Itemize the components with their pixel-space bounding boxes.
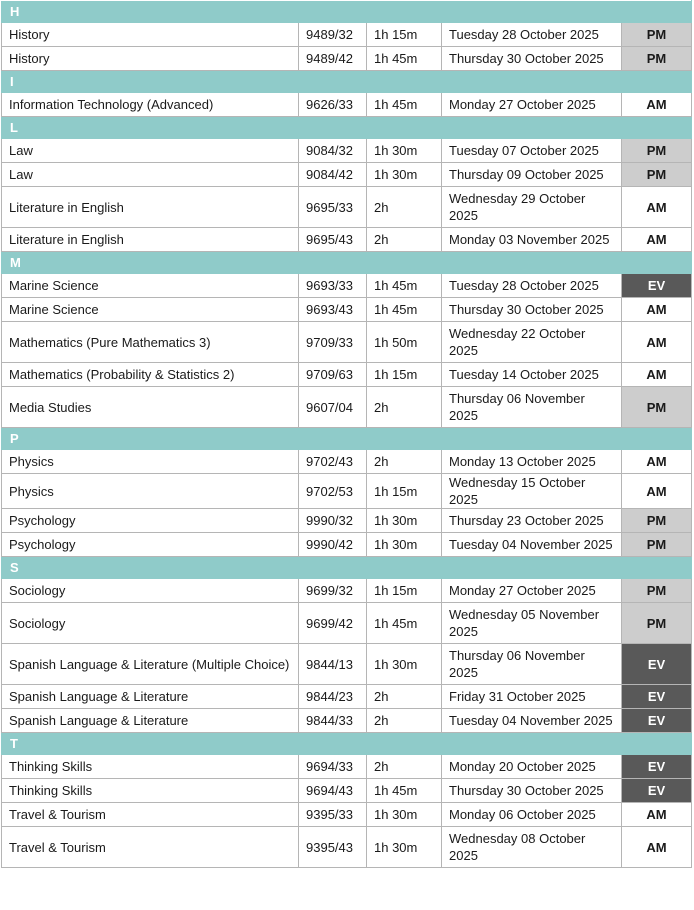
date-cell: Wednesday 08 October 2025 xyxy=(442,827,622,868)
component-code-cell: 9084/32 xyxy=(299,139,367,163)
letter-heading: S xyxy=(2,557,692,579)
session-cell: AM xyxy=(622,827,692,868)
component-code-cell: 9693/33 xyxy=(299,274,367,298)
table-row xyxy=(2,579,692,603)
component-code-cell: 9395/43 xyxy=(299,827,367,868)
component-code-cell: 9699/42 xyxy=(299,603,367,644)
table-row xyxy=(2,827,692,868)
component-code-cell: 9489/42 xyxy=(299,47,367,71)
duration-cell: 1h 15m xyxy=(367,23,442,47)
duration-cell: 1h 15m xyxy=(367,474,442,509)
timetable-body xyxy=(2,1,692,868)
table-row xyxy=(2,93,692,117)
date-cell: Wednesday 29 October 2025 xyxy=(442,187,622,228)
subject-cell: History xyxy=(2,23,299,47)
subject-cell: Marine Science xyxy=(2,298,299,322)
letter-heading: M xyxy=(2,252,692,274)
subject-cell: Information Technology (Advanced) xyxy=(2,93,299,117)
duration-cell: 1h 30m xyxy=(367,509,442,533)
component-code-cell: 9702/43 xyxy=(299,450,367,474)
subject-cell: Travel & Tourism xyxy=(2,827,299,868)
timetable-table xyxy=(1,0,692,868)
session-cell: AM xyxy=(622,363,692,387)
duration-cell: 2h xyxy=(367,387,442,428)
subject-cell: Literature in English xyxy=(2,228,299,252)
table-row xyxy=(2,755,692,779)
table-row xyxy=(2,298,692,322)
duration-cell: 1h 45m xyxy=(367,93,442,117)
component-code-cell: 9990/42 xyxy=(299,533,367,557)
table-row xyxy=(2,644,692,685)
date-cell: Thursday 30 October 2025 xyxy=(442,779,622,803)
date-cell: Thursday 06 November 2025 xyxy=(442,387,622,428)
session-cell: PM xyxy=(622,47,692,71)
date-cell: Tuesday 07 October 2025 xyxy=(442,139,622,163)
table-row xyxy=(2,228,692,252)
table-row xyxy=(2,474,692,509)
session-cell: EV xyxy=(622,685,692,709)
table-row xyxy=(2,709,692,733)
component-code-cell: 9626/33 xyxy=(299,93,367,117)
table-row xyxy=(2,23,692,47)
letter-header-row xyxy=(2,252,692,274)
session-cell: EV xyxy=(622,779,692,803)
date-cell: Tuesday 14 October 2025 xyxy=(442,363,622,387)
session-cell: AM xyxy=(622,187,692,228)
date-cell: Tuesday 28 October 2025 xyxy=(442,274,622,298)
component-code-cell: 9084/42 xyxy=(299,163,367,187)
table-row xyxy=(2,322,692,363)
component-code-cell: 9693/43 xyxy=(299,298,367,322)
duration-cell: 1h 30m xyxy=(367,803,442,827)
duration-cell: 1h 30m xyxy=(367,163,442,187)
letter-heading: P xyxy=(2,428,692,450)
subject-cell: Spanish Language & Literature xyxy=(2,685,299,709)
date-cell: Monday 13 October 2025 xyxy=(442,450,622,474)
component-code-cell: 9844/23 xyxy=(299,685,367,709)
duration-cell: 1h 45m xyxy=(367,603,442,644)
component-code-cell: 9694/43 xyxy=(299,779,367,803)
duration-cell: 1h 30m xyxy=(367,827,442,868)
subject-cell: Travel & Tourism xyxy=(2,803,299,827)
letter-header-row xyxy=(2,1,692,23)
session-cell: AM xyxy=(622,322,692,363)
table-row xyxy=(2,685,692,709)
session-cell: PM xyxy=(622,163,692,187)
session-cell: AM xyxy=(622,93,692,117)
session-cell: AM xyxy=(622,474,692,509)
component-code-cell: 9709/63 xyxy=(299,363,367,387)
subject-cell: History xyxy=(2,47,299,71)
component-code-cell: 9694/33 xyxy=(299,755,367,779)
duration-cell: 2h xyxy=(367,228,442,252)
table-row xyxy=(2,47,692,71)
date-cell: Monday 27 October 2025 xyxy=(442,93,622,117)
component-code-cell: 9844/13 xyxy=(299,644,367,685)
session-cell: AM xyxy=(622,228,692,252)
exam-timetable xyxy=(1,0,691,868)
session-cell: EV xyxy=(622,755,692,779)
date-cell: Monday 03 November 2025 xyxy=(442,228,622,252)
duration-cell: 1h 30m xyxy=(367,139,442,163)
duration-cell: 1h 45m xyxy=(367,47,442,71)
duration-cell: 2h xyxy=(367,450,442,474)
subject-cell: Spanish Language & Literature xyxy=(2,709,299,733)
subject-cell: Sociology xyxy=(2,579,299,603)
component-code-cell: 9699/32 xyxy=(299,579,367,603)
letter-header-row xyxy=(2,117,692,139)
subject-cell: Thinking Skills xyxy=(2,779,299,803)
date-cell: Friday 31 October 2025 xyxy=(442,685,622,709)
duration-cell: 1h 45m xyxy=(367,298,442,322)
date-cell: Monday 06 October 2025 xyxy=(442,803,622,827)
duration-cell: 1h 30m xyxy=(367,533,442,557)
letter-heading: L xyxy=(2,117,692,139)
table-row xyxy=(2,533,692,557)
letter-header-row xyxy=(2,557,692,579)
subject-cell: Mathematics (Pure Mathematics 3) xyxy=(2,322,299,363)
table-row xyxy=(2,274,692,298)
session-cell: AM xyxy=(622,803,692,827)
component-code-cell: 9489/32 xyxy=(299,23,367,47)
duration-cell: 1h 15m xyxy=(367,363,442,387)
date-cell: Thursday 30 October 2025 xyxy=(442,298,622,322)
duration-cell: 1h 30m xyxy=(367,644,442,685)
letter-header-row xyxy=(2,428,692,450)
subject-cell: Physics xyxy=(2,450,299,474)
component-code-cell: 9709/33 xyxy=(299,322,367,363)
component-code-cell: 9607/04 xyxy=(299,387,367,428)
session-cell: PM xyxy=(622,139,692,163)
component-code-cell: 9990/32 xyxy=(299,509,367,533)
table-row xyxy=(2,450,692,474)
subject-cell: Literature in English xyxy=(2,187,299,228)
session-cell: PM xyxy=(622,603,692,644)
table-row xyxy=(2,363,692,387)
subject-cell: Media Studies xyxy=(2,387,299,428)
session-cell: AM xyxy=(622,450,692,474)
duration-cell: 2h xyxy=(367,187,442,228)
table-row xyxy=(2,779,692,803)
component-code-cell: 9702/53 xyxy=(299,474,367,509)
letter-heading: H xyxy=(2,1,692,23)
date-cell: Tuesday 04 November 2025 xyxy=(442,533,622,557)
table-row xyxy=(2,187,692,228)
table-row xyxy=(2,509,692,533)
session-cell: EV xyxy=(622,709,692,733)
subject-cell: Psychology xyxy=(2,533,299,557)
letter-heading: T xyxy=(2,733,692,755)
session-cell: AM xyxy=(622,298,692,322)
date-cell: Wednesday 22 October 2025 xyxy=(442,322,622,363)
duration-cell: 2h xyxy=(367,755,442,779)
duration-cell: 1h 45m xyxy=(367,274,442,298)
session-cell: PM xyxy=(622,23,692,47)
table-row xyxy=(2,139,692,163)
duration-cell: 2h xyxy=(367,709,442,733)
letter-header-row xyxy=(2,71,692,93)
subject-cell: Law xyxy=(2,139,299,163)
date-cell: Tuesday 04 November 2025 xyxy=(442,709,622,733)
table-row xyxy=(2,163,692,187)
date-cell: Tuesday 28 October 2025 xyxy=(442,23,622,47)
date-cell: Thursday 06 November 2025 xyxy=(442,644,622,685)
subject-cell: Thinking Skills xyxy=(2,755,299,779)
table-row xyxy=(2,603,692,644)
table-row xyxy=(2,803,692,827)
letter-header-row xyxy=(2,733,692,755)
component-code-cell: 9395/33 xyxy=(299,803,367,827)
session-cell: PM xyxy=(622,579,692,603)
session-cell: EV xyxy=(622,644,692,685)
subject-cell: Spanish Language & Literature (Multiple Choice) xyxy=(2,644,299,685)
date-cell: Monday 20 October 2025 xyxy=(442,755,622,779)
subject-cell: Sociology xyxy=(2,603,299,644)
component-code-cell: 9695/43 xyxy=(299,228,367,252)
subject-cell: Marine Science xyxy=(2,274,299,298)
date-cell: Thursday 09 October 2025 xyxy=(442,163,622,187)
date-cell: Wednesday 15 October 2025 xyxy=(442,474,622,509)
date-cell: Monday 27 October 2025 xyxy=(442,579,622,603)
subject-cell: Psychology xyxy=(2,509,299,533)
component-code-cell: 9695/33 xyxy=(299,187,367,228)
duration-cell: 1h 15m xyxy=(367,579,442,603)
session-cell: PM xyxy=(622,533,692,557)
duration-cell: 1h 50m xyxy=(367,322,442,363)
duration-cell: 2h xyxy=(367,685,442,709)
duration-cell: 1h 45m xyxy=(367,779,442,803)
date-cell: Thursday 23 October 2025 xyxy=(442,509,622,533)
session-cell: PM xyxy=(622,387,692,428)
subject-cell: Physics xyxy=(2,474,299,509)
component-code-cell: 9844/33 xyxy=(299,709,367,733)
subject-cell: Mathematics (Probability & Statistics 2) xyxy=(2,363,299,387)
table-row xyxy=(2,387,692,428)
letter-heading: I xyxy=(2,71,692,93)
session-cell: EV xyxy=(622,274,692,298)
date-cell: Wednesday 05 November 2025 xyxy=(442,603,622,644)
subject-cell: Law xyxy=(2,163,299,187)
session-cell: PM xyxy=(622,509,692,533)
date-cell: Thursday 30 October 2025 xyxy=(442,47,622,71)
